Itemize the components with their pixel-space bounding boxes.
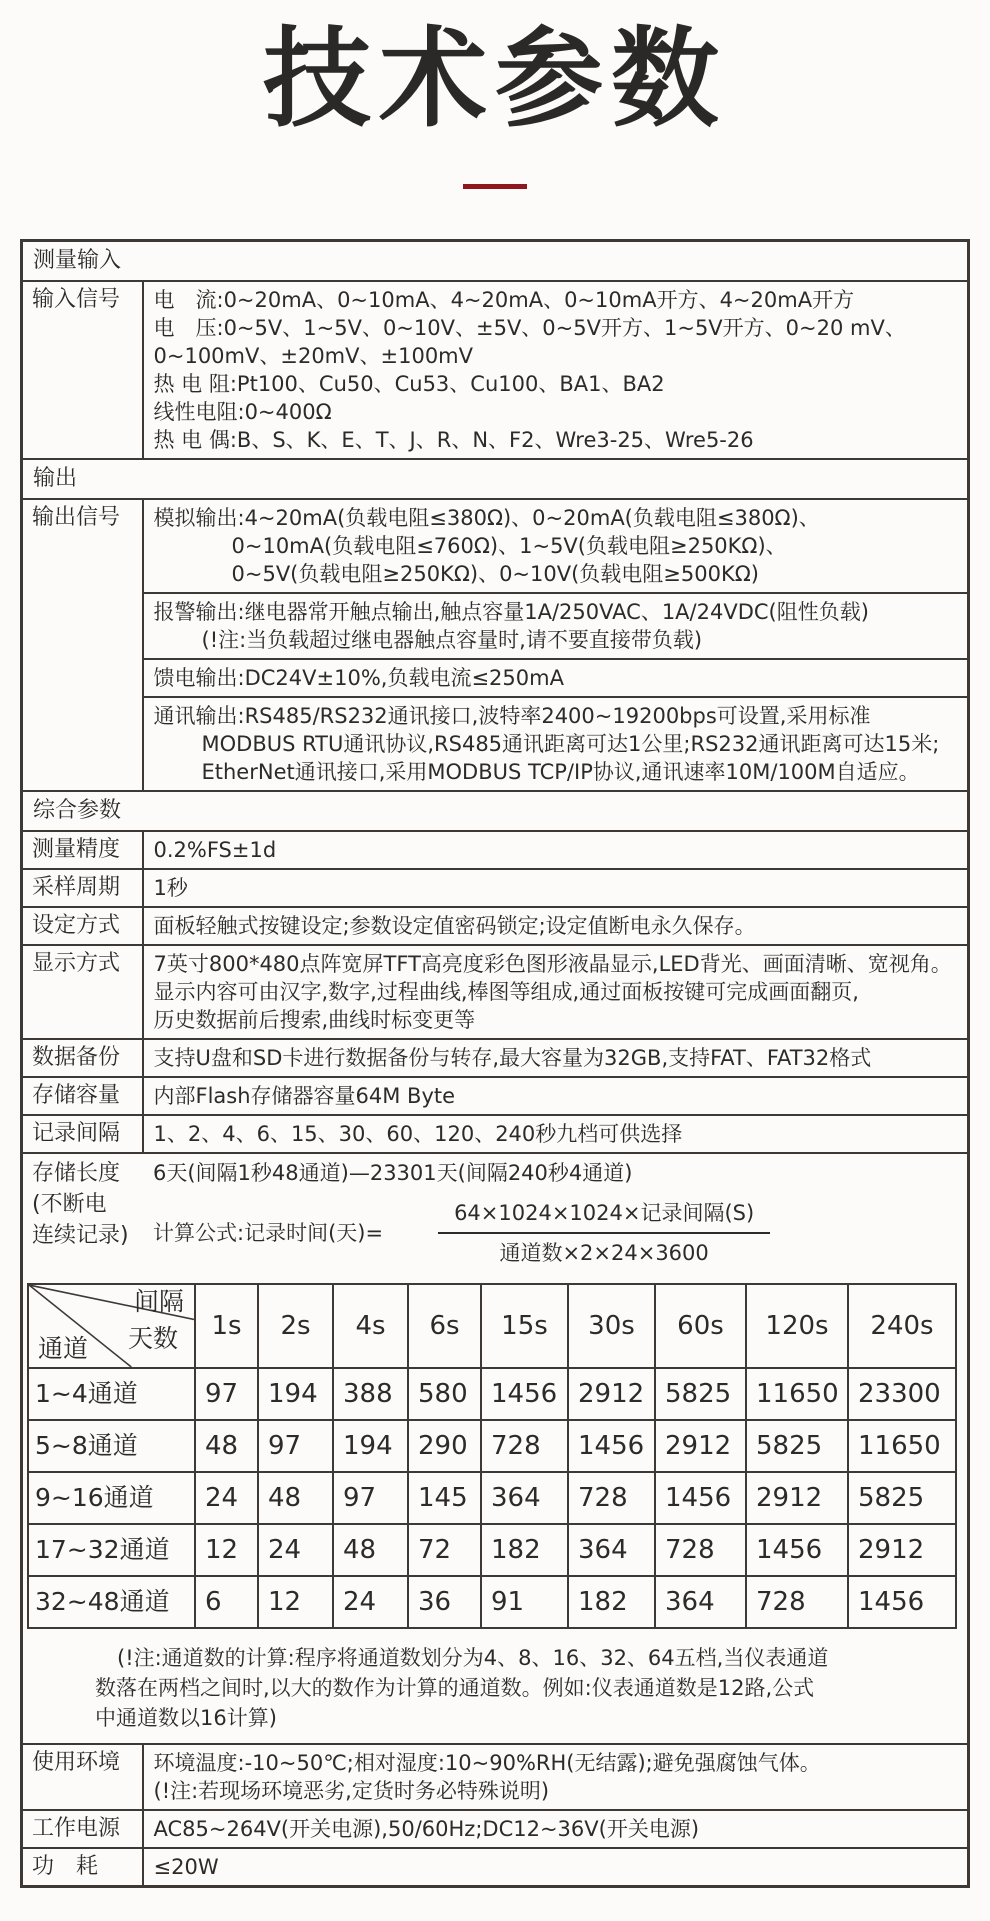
row-output-feed xyxy=(22,659,969,697)
storage-days-table xyxy=(27,1283,957,1629)
value-line: 报警输出:继电器常开触点输出,触点容量1A/250VAC、1A/24VDC(阻性负载) xyxy=(153,600,869,625)
cell: 1456 xyxy=(848,1576,956,1628)
cell: 11650 xyxy=(746,1368,848,1420)
row-setting xyxy=(22,907,969,945)
section-title: 测量输入 xyxy=(22,241,969,282)
table-row xyxy=(28,1420,956,1472)
cell: 97 xyxy=(195,1368,258,1420)
cell: 728 xyxy=(568,1472,655,1524)
title-underline xyxy=(463,184,527,189)
cell: 11650 xyxy=(848,1420,956,1472)
value-line: EtherNet通讯接口,采用MODBUS TCP/IP协议,通讯速率10M/100M自适应。 xyxy=(201,760,920,785)
cell: 290 xyxy=(408,1420,481,1472)
row-output-comm xyxy=(22,697,969,791)
row-storage-length xyxy=(22,1153,969,1744)
value-line: 通讯输出:RS485/RS232通讯接口,波特率2400~19200bps可设置,采用标准 xyxy=(153,704,871,729)
section-title: 输出 xyxy=(22,459,969,499)
cell: 12 xyxy=(195,1524,258,1576)
formula-numerator: 64×1024×1024×记录间隔(S) xyxy=(438,1199,770,1234)
row-value xyxy=(143,945,969,1039)
storage-formula xyxy=(153,1199,961,1267)
cell: 2912 xyxy=(568,1368,655,1420)
diagonal-header-cell xyxy=(28,1284,195,1368)
cell: 1456 xyxy=(746,1524,848,1576)
row-consumption xyxy=(22,1848,969,1887)
row-label: 17~32通道 xyxy=(28,1524,195,1576)
row-label: 设定方式 xyxy=(22,907,143,945)
spec-table xyxy=(20,239,970,1888)
note-line: 数落在两档之间时,以大的数作为计算的通道数。例如:仪表通道数是12路,公式 xyxy=(95,1676,815,1701)
value-line: 热 电 偶:B、S、K、E、T、J、R、N、F2、Wre3-25、Wre5-26 xyxy=(153,428,754,453)
row-label: 测量精度 xyxy=(22,831,143,869)
value-line: (!注:当负载超过继电器触点容量时,请不要直接带负载) xyxy=(201,628,703,653)
row-value xyxy=(143,499,969,593)
cell: 48 xyxy=(195,1420,258,1472)
value-line: 7英寸800*480点阵宽屏TFT高亮度彩色图形液晶显示,LED背光、画面清晰、宽视角。 xyxy=(153,952,952,977)
cell: 145 xyxy=(408,1472,481,1524)
cell: 728 xyxy=(481,1420,568,1472)
value-line: 线性电阻:0~400Ω xyxy=(153,400,332,425)
column-header: 120s xyxy=(746,1284,848,1368)
cell: 72 xyxy=(408,1524,481,1576)
section-row-output xyxy=(22,459,969,499)
cell: 364 xyxy=(655,1576,746,1628)
cell: 5825 xyxy=(848,1472,956,1524)
row-label: 显示方式 xyxy=(22,945,143,1039)
row-value xyxy=(143,593,969,659)
value-line: 模拟输出:4~20mA(负载电阻≤380Ω)、0~20mA(负载电阻≤380Ω)、 xyxy=(153,506,820,531)
row-interval xyxy=(22,1115,969,1153)
corner-label-days: 天数 xyxy=(127,1324,178,1354)
row-value xyxy=(143,697,969,791)
storage-headline: 6天(间隔1秒48通道)—23301天(间隔240秒4通道) xyxy=(153,1161,633,1186)
value-line: 热 电 阻:Pt100、Cu50、Cu53、Cu100、BA1、BA2 xyxy=(153,372,665,397)
row-value: 1秒 xyxy=(143,869,969,907)
cell: 728 xyxy=(655,1524,746,1576)
row-value xyxy=(143,281,969,459)
formula-denominator: 通道数×2×24×3600 xyxy=(499,1241,709,1266)
row-environment xyxy=(22,1744,969,1810)
cell: 12 xyxy=(258,1576,333,1628)
cell: 1456 xyxy=(568,1420,655,1472)
cell: 388 xyxy=(333,1368,408,1420)
cell: 728 xyxy=(746,1576,848,1628)
row-sampling xyxy=(22,869,969,907)
note-line: 中通道数以16计算) xyxy=(95,1706,277,1731)
label-line: 连续记录) xyxy=(32,1223,129,1249)
column-header: 30s xyxy=(568,1284,655,1368)
note-line: (!注:通道数的计算:程序将通道数划分为4、8、16、32、64五档,当仪表通道 xyxy=(117,1646,829,1671)
value-line: 电 流:0~20mA、0~10mA、4~20mA、0~10mA开方、4~20mA开方 xyxy=(153,288,855,313)
row-value xyxy=(143,1744,969,1810)
column-header: 15s xyxy=(481,1284,568,1368)
row-label: 采样周期 xyxy=(22,869,143,907)
storage-content xyxy=(153,1158,961,1267)
cell: 194 xyxy=(333,1420,408,1472)
column-header: 6s xyxy=(408,1284,481,1368)
page-title: 技术参数 xyxy=(262,17,727,142)
table-row xyxy=(28,1524,956,1576)
cell: 1456 xyxy=(655,1472,746,1524)
table-header-row xyxy=(28,1284,956,1368)
cell: 1456 xyxy=(481,1368,568,1420)
cell: 36 xyxy=(408,1576,481,1628)
cell: 97 xyxy=(333,1472,408,1524)
row-backup xyxy=(22,1039,969,1077)
row-value: 1、2、4、6、15、30、60、120、240秒九档可供选择 xyxy=(143,1115,969,1153)
cell: 23300 xyxy=(848,1368,956,1420)
cell: 97 xyxy=(258,1420,333,1472)
cell: 2912 xyxy=(746,1472,848,1524)
cell: 24 xyxy=(195,1472,258,1524)
value-line: 馈电输出:DC24V±10%,负载电流≤250mA xyxy=(153,666,564,691)
row-value xyxy=(143,659,969,697)
row-value: AC85~264V(开关电源),50/60Hz;DC12~36V(开关电源) xyxy=(143,1810,969,1848)
row-value: 面板轻触式按键设定;参数设定值密码锁定;设定值断电永久保存。 xyxy=(143,907,969,945)
cell: 2912 xyxy=(655,1420,746,1472)
cell: 182 xyxy=(481,1524,568,1576)
value-line: 历史数据前后搜索,曲线时标变更等 xyxy=(153,1008,476,1033)
column-header: 60s xyxy=(655,1284,746,1368)
cell: 364 xyxy=(568,1524,655,1576)
corner-label-channel: 通道 xyxy=(38,1334,89,1364)
storage-top xyxy=(23,1158,961,1267)
label-line: 存储长度 xyxy=(32,1161,121,1187)
value-line: 电 压:0~5V、1~5V、0~10V、±5V、0~5V开方、1~5V开方、0~20 mV、 xyxy=(153,316,906,341)
row-capacity xyxy=(22,1077,969,1115)
cell: 91 xyxy=(481,1576,568,1628)
column-header: 4s xyxy=(333,1284,408,1368)
row-display xyxy=(22,945,969,1039)
formula-fraction xyxy=(438,1199,770,1267)
row-output-analog xyxy=(22,499,969,593)
cell: 194 xyxy=(258,1368,333,1420)
table-row xyxy=(28,1576,956,1628)
value-line: 显示内容可由汉字,数字,过程曲线,棒图等组成,通过面板按键可完成画面翻页, xyxy=(153,980,859,1005)
storage-length-cell xyxy=(22,1153,969,1744)
row-value: 0.2%FS±1d xyxy=(143,831,969,869)
row-label: 1~4通道 xyxy=(28,1368,195,1420)
section-row-measure xyxy=(22,241,969,282)
row-accuracy xyxy=(22,831,969,869)
row-label: 存储容量 xyxy=(22,1077,143,1115)
spec-sheet xyxy=(0,10,990,1888)
column-header: 240s xyxy=(848,1284,956,1368)
cell: 182 xyxy=(568,1576,655,1628)
cell: 364 xyxy=(481,1472,568,1524)
row-value: 支持U盘和SD卡进行数据备份与转存,最大容量为32GB,支持FAT、FAT32格式 xyxy=(143,1039,969,1077)
value-line: MODBUS RTU通讯协议,RS485通讯距离可达1公里;RS232通讯距离可达15米; xyxy=(201,732,940,757)
table-row xyxy=(28,1472,956,1524)
label-line: (不断电 xyxy=(32,1192,107,1218)
storage-note xyxy=(95,1643,961,1733)
row-label: 记录间隔 xyxy=(22,1115,143,1153)
row-label: 9~16通道 xyxy=(28,1472,195,1524)
row-output-alarm xyxy=(22,593,969,659)
row-label: 数据备份 xyxy=(22,1039,143,1077)
row-label: 5~8通道 xyxy=(28,1420,195,1472)
value-line: (!注:若现场环境恶劣,定货时务必特殊说明) xyxy=(153,1779,550,1804)
cell: 580 xyxy=(408,1368,481,1420)
value-line: 环境温度:-10~50℃;相对湿度:10~90%RH(无结露);避免强腐蚀气体。 xyxy=(153,1751,821,1776)
cell: 24 xyxy=(333,1576,408,1628)
row-label: 工作电源 xyxy=(22,1810,143,1848)
cell: 24 xyxy=(258,1524,333,1576)
row-label xyxy=(23,1158,153,1267)
row-label: 32~48通道 xyxy=(28,1576,195,1628)
row-value: 内部Flash存储器容量64M Byte xyxy=(143,1077,969,1115)
table-row xyxy=(28,1368,956,1420)
section-title: 综合参数 xyxy=(22,791,969,831)
corner-label-interval: 间隔 xyxy=(133,1287,184,1317)
formula-prefix: 计算公式:记录时间(天)= xyxy=(153,1221,384,1246)
cell: 6 xyxy=(195,1576,258,1628)
row-label: 输出信号 xyxy=(22,499,143,791)
column-header: 1s xyxy=(195,1284,258,1368)
row-input-signal xyxy=(22,281,969,459)
value-line: 0~100mV、±20mV、±100mV xyxy=(153,344,474,369)
column-header: 2s xyxy=(258,1284,333,1368)
row-power xyxy=(22,1810,969,1848)
value-line: 0~10mA(负载电阻≤760Ω)、1~5V(负载电阻≥250KΩ)、 xyxy=(231,534,787,559)
row-value: ≤20W xyxy=(143,1848,969,1887)
cell: 5825 xyxy=(746,1420,848,1472)
value-line: 0~5V(负载电阻≥250KΩ)、0~10V(负载电阻≥500KΩ) xyxy=(231,562,759,587)
cell: 2912 xyxy=(848,1524,956,1576)
cell: 48 xyxy=(258,1472,333,1524)
cell: 5825 xyxy=(655,1368,746,1420)
cell: 48 xyxy=(333,1524,408,1576)
section-row-general xyxy=(22,791,969,831)
row-label: 输入信号 xyxy=(22,281,143,459)
row-label: 功 耗 xyxy=(22,1848,143,1887)
row-label: 使用环境 xyxy=(22,1744,143,1810)
